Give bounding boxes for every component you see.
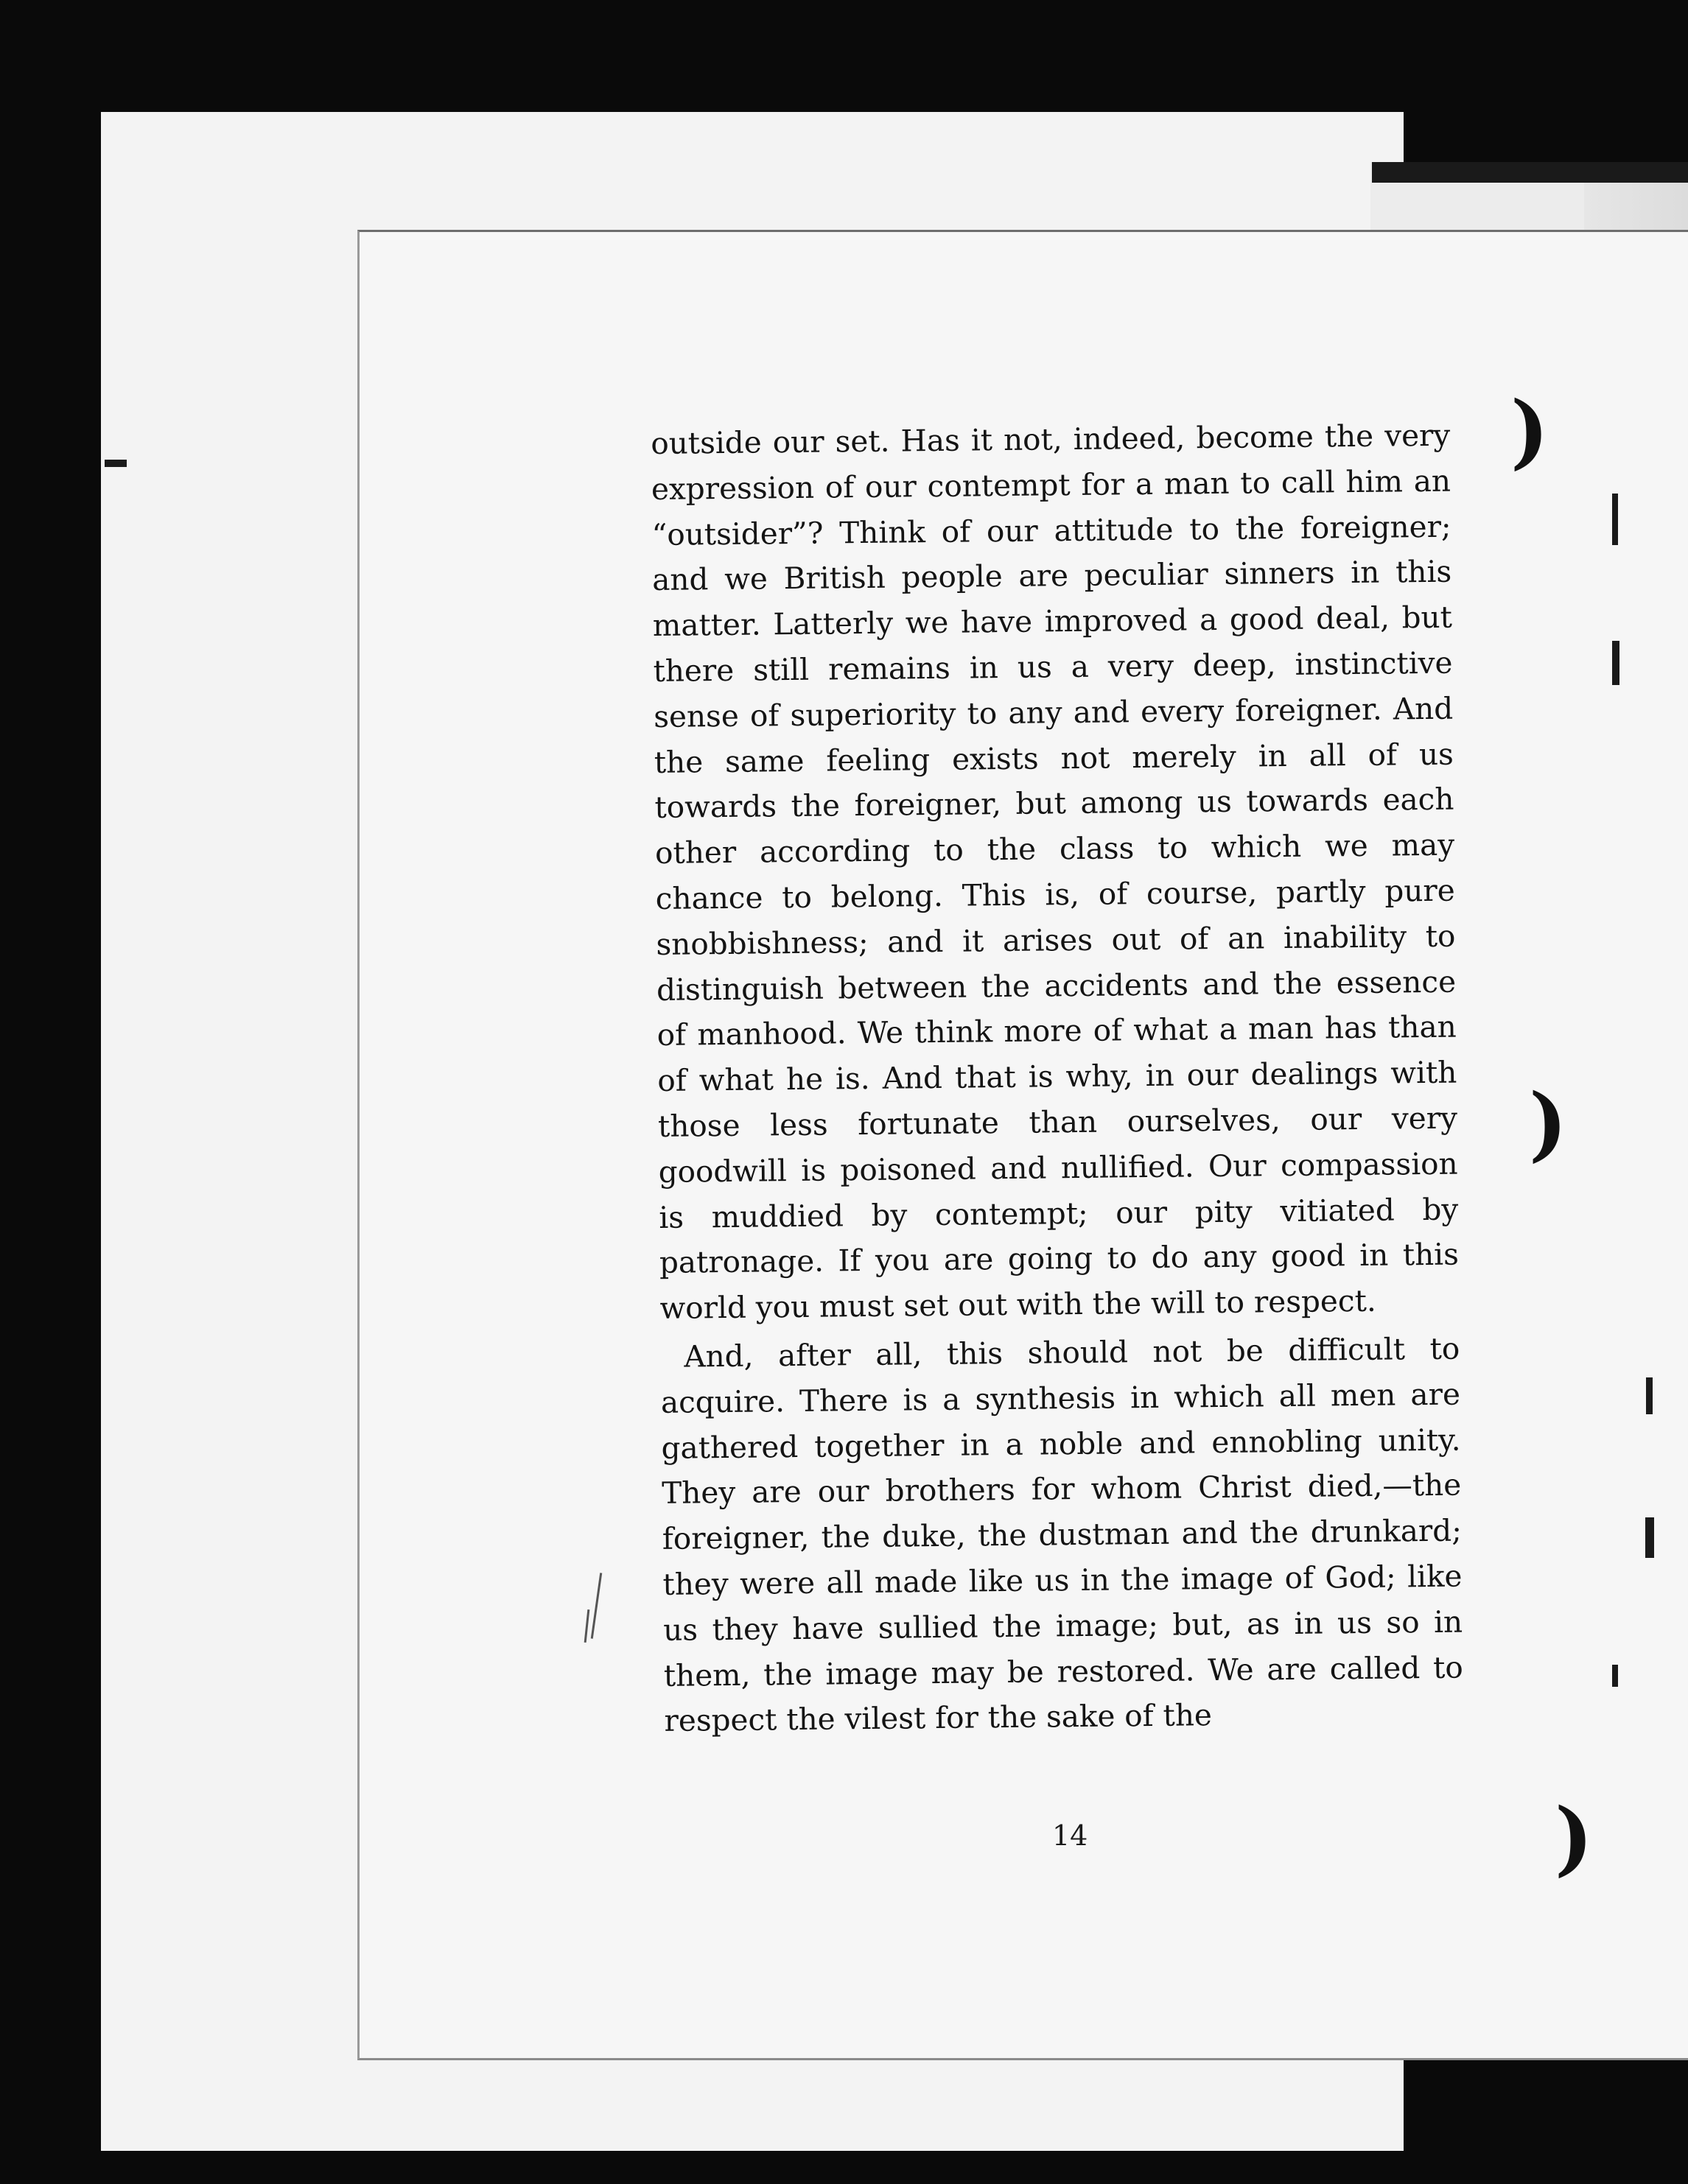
- page-number: 14: [1052, 1819, 1088, 1852]
- page-text: [651, 413, 1464, 1744]
- top-edge-band: [1372, 162, 1688, 183]
- edge-mark-2: [1612, 641, 1619, 685]
- edge-mark-5: [1612, 1665, 1618, 1687]
- paragraph: outside our set. Has it not, indeed, become the very expression of our contempt for a man to call him an “outsider”? Think of our attitude to the foreigner; and we British people are peculiar sinners in this matter. Latterly we have improved a good deal, but there still remains in us a very deep, instinctive sense of superiority to any and every foreigner. And the same feeling exists not merely in all of us towards the foreigner, but among us towards each other according to the class to which we may chance to belong. This is, of course, partly pure snobbishness; and it arises out of an inability to distinguish between the accidents and the essence of manhood. We think more of what a man has than of what he is. And that is why, in our dealings with those less fortunate than ourselves, our very goodwill is poisoned and nullified. Our compassion is muddied by contempt; our pity vitiated by patronage. If you are going to do any good in this world you must set out with the will to respect.: [651, 417, 1460, 1327]
- edge-mark-3: [1646, 1377, 1653, 1414]
- edge-mark-4: [1645, 1517, 1654, 1558]
- paragraph: And, after all, this should not be difficult to acquire. There is a synthesis in which all men are gathered together in a noble and ennobling unity. They are our brothers for whom Christ died,—the foreigner, the duke, the dustman and the drunkard; they were all made like us in the image of God; like us they have sullied the image; but, as in us so in them, the image may be restored. We are called to respect the vilest for the sake of the: [660, 1330, 1464, 1739]
- edge-mark-1: [1612, 494, 1618, 545]
- binding-mark-3: ): [1555, 1790, 1594, 1885]
- margin-mark: [105, 460, 127, 467]
- binding-mark-1: ): [1510, 383, 1549, 478]
- binding-mark-2: ): [1529, 1075, 1568, 1170]
